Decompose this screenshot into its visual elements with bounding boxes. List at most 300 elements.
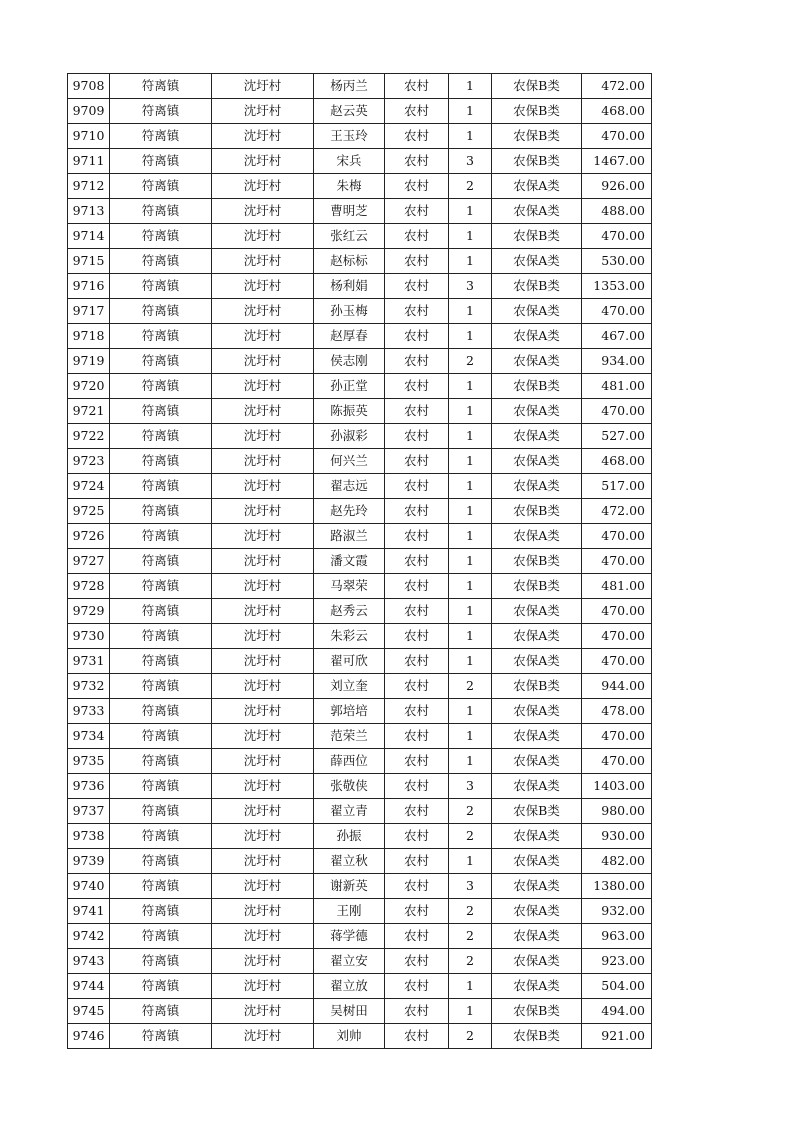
cell-town: 符离镇 <box>110 174 212 199</box>
cell-type: 农村 <box>385 624 449 649</box>
cell-count: 3 <box>449 874 492 899</box>
cell-amount: 468.00 <box>582 99 652 124</box>
cell-id: 9742 <box>68 924 110 949</box>
cell-category: 农保B类 <box>492 374 582 399</box>
cell-id: 9735 <box>68 749 110 774</box>
cell-name: 侯志刚 <box>314 349 385 374</box>
cell-id: 9745 <box>68 999 110 1024</box>
table-row <box>68 849 652 874</box>
cell-name: 郭培培 <box>314 699 385 724</box>
cell-category: 农保A类 <box>492 749 582 774</box>
cell-id: 9738 <box>68 824 110 849</box>
table-row <box>68 199 652 224</box>
table-row <box>68 474 652 499</box>
cell-id: 9714 <box>68 224 110 249</box>
cell-category: 农保A类 <box>492 399 582 424</box>
cell-amount: 930.00 <box>582 824 652 849</box>
cell-count: 1 <box>449 249 492 274</box>
cell-count: 1 <box>449 199 492 224</box>
table-row <box>68 349 652 374</box>
cell-id: 9732 <box>68 674 110 699</box>
cell-category: 农保B类 <box>492 99 582 124</box>
cell-id: 9723 <box>68 449 110 474</box>
cell-name: 赵先玲 <box>314 499 385 524</box>
cell-type: 农村 <box>385 899 449 924</box>
cell-amount: 517.00 <box>582 474 652 499</box>
cell-amount: 944.00 <box>582 674 652 699</box>
cell-type: 农村 <box>385 724 449 749</box>
cell-village: 沈圩村 <box>212 199 314 224</box>
cell-category: 农保B类 <box>492 999 582 1024</box>
cell-id: 9722 <box>68 424 110 449</box>
cell-village: 沈圩村 <box>212 474 314 499</box>
cell-village: 沈圩村 <box>212 74 314 99</box>
cell-name: 翟可欣 <box>314 649 385 674</box>
cell-amount: 1353.00 <box>582 274 652 299</box>
table-row <box>68 824 652 849</box>
cell-count: 2 <box>449 174 492 199</box>
cell-town: 符离镇 <box>110 699 212 724</box>
cell-category: 农保A类 <box>492 524 582 549</box>
benefit-table <box>67 73 652 1049</box>
cell-type: 农村 <box>385 224 449 249</box>
cell-count: 1 <box>449 324 492 349</box>
cell-town: 符离镇 <box>110 149 212 174</box>
cell-town: 符离镇 <box>110 349 212 374</box>
cell-name: 孙玉梅 <box>314 299 385 324</box>
cell-id: 9736 <box>68 774 110 799</box>
cell-amount: 482.00 <box>582 849 652 874</box>
cell-type: 农村 <box>385 399 449 424</box>
cell-amount: 934.00 <box>582 349 652 374</box>
cell-id: 9726 <box>68 524 110 549</box>
cell-amount: 470.00 <box>582 724 652 749</box>
cell-count: 2 <box>449 824 492 849</box>
cell-village: 沈圩村 <box>212 299 314 324</box>
cell-count: 1 <box>449 224 492 249</box>
cell-id: 9733 <box>68 699 110 724</box>
table-row <box>68 774 652 799</box>
cell-type: 农村 <box>385 749 449 774</box>
cell-count: 1 <box>449 649 492 674</box>
cell-type: 农村 <box>385 349 449 374</box>
cell-type: 农村 <box>385 174 449 199</box>
cell-category: 农保B类 <box>492 124 582 149</box>
table-row <box>68 174 652 199</box>
table-row <box>68 124 652 149</box>
cell-name: 王刚 <box>314 899 385 924</box>
cell-id: 9709 <box>68 99 110 124</box>
cell-village: 沈圩村 <box>212 524 314 549</box>
cell-village: 沈圩村 <box>212 799 314 824</box>
cell-town: 符离镇 <box>110 799 212 824</box>
cell-amount: 470.00 <box>582 599 652 624</box>
cell-village: 沈圩村 <box>212 649 314 674</box>
cell-amount: 488.00 <box>582 199 652 224</box>
cell-name: 曹明芝 <box>314 199 385 224</box>
cell-id: 9716 <box>68 274 110 299</box>
cell-village: 沈圩村 <box>212 749 314 774</box>
cell-type: 农村 <box>385 974 449 999</box>
cell-village: 沈圩村 <box>212 249 314 274</box>
cell-amount: 470.00 <box>582 299 652 324</box>
cell-count: 1 <box>449 299 492 324</box>
cell-type: 农村 <box>385 524 449 549</box>
cell-count: 1 <box>449 549 492 574</box>
cell-category: 农保A类 <box>492 899 582 924</box>
cell-village: 沈圩村 <box>212 324 314 349</box>
cell-count: 1 <box>449 574 492 599</box>
cell-category: 农保B类 <box>492 674 582 699</box>
cell-town: 符离镇 <box>110 774 212 799</box>
cell-town: 符离镇 <box>110 999 212 1024</box>
cell-village: 沈圩村 <box>212 424 314 449</box>
cell-name: 刘立奎 <box>314 674 385 699</box>
cell-category: 农保A类 <box>492 824 582 849</box>
cell-type: 农村 <box>385 649 449 674</box>
table-row <box>68 1024 652 1049</box>
cell-amount: 530.00 <box>582 249 652 274</box>
cell-category: 农保B类 <box>492 499 582 524</box>
cell-count: 2 <box>449 1024 492 1049</box>
cell-id: 9719 <box>68 349 110 374</box>
cell-amount: 1380.00 <box>582 874 652 899</box>
cell-id: 9721 <box>68 399 110 424</box>
cell-type: 农村 <box>385 499 449 524</box>
cell-town: 符离镇 <box>110 899 212 924</box>
cell-village: 沈圩村 <box>212 149 314 174</box>
table-row <box>68 899 652 924</box>
cell-town: 符离镇 <box>110 674 212 699</box>
cell-count: 2 <box>449 674 492 699</box>
cell-type: 农村 <box>385 949 449 974</box>
cell-town: 符离镇 <box>110 324 212 349</box>
cell-category: 农保B类 <box>492 74 582 99</box>
cell-town: 符离镇 <box>110 549 212 574</box>
cell-type: 农村 <box>385 149 449 174</box>
cell-count: 2 <box>449 899 492 924</box>
table-row <box>68 699 652 724</box>
cell-name: 孙振 <box>314 824 385 849</box>
cell-category: 农保A类 <box>492 174 582 199</box>
table-row <box>68 674 652 699</box>
table-row <box>68 399 652 424</box>
cell-name: 杨丙兰 <box>314 74 385 99</box>
cell-name: 吴树田 <box>314 999 385 1024</box>
cell-id: 9743 <box>68 949 110 974</box>
cell-type: 农村 <box>385 599 449 624</box>
cell-type: 农村 <box>385 274 449 299</box>
cell-town: 符离镇 <box>110 124 212 149</box>
cell-id: 9740 <box>68 874 110 899</box>
cell-category: 农保A类 <box>492 974 582 999</box>
cell-name: 陈振英 <box>314 399 385 424</box>
cell-count: 1 <box>449 449 492 474</box>
cell-id: 9744 <box>68 974 110 999</box>
cell-type: 农村 <box>385 249 449 274</box>
cell-amount: 932.00 <box>582 899 652 924</box>
cell-town: 符离镇 <box>110 449 212 474</box>
cell-amount: 467.00 <box>582 324 652 349</box>
cell-name: 薛西位 <box>314 749 385 774</box>
cell-count: 1 <box>449 974 492 999</box>
cell-id: 9710 <box>68 124 110 149</box>
cell-amount: 478.00 <box>582 699 652 724</box>
cell-name: 宋兵 <box>314 149 385 174</box>
cell-village: 沈圩村 <box>212 1024 314 1049</box>
cell-category: 农保A类 <box>492 774 582 799</box>
cell-amount: 470.00 <box>582 224 652 249</box>
cell-town: 符离镇 <box>110 574 212 599</box>
cell-category: 农保B类 <box>492 549 582 574</box>
cell-count: 1 <box>449 599 492 624</box>
cell-count: 1 <box>449 749 492 774</box>
cell-type: 农村 <box>385 99 449 124</box>
cell-village: 沈圩村 <box>212 999 314 1024</box>
cell-count: 3 <box>449 774 492 799</box>
cell-village: 沈圩村 <box>212 724 314 749</box>
cell-count: 1 <box>449 374 492 399</box>
cell-type: 农村 <box>385 74 449 99</box>
cell-name: 王玉玲 <box>314 124 385 149</box>
cell-count: 1 <box>449 699 492 724</box>
cell-name: 马翠荣 <box>314 574 385 599</box>
cell-village: 沈圩村 <box>212 949 314 974</box>
cell-category: 农保A类 <box>492 474 582 499</box>
cell-name: 翟立青 <box>314 799 385 824</box>
table-row <box>68 574 652 599</box>
cell-id: 9727 <box>68 549 110 574</box>
cell-type: 农村 <box>385 999 449 1024</box>
cell-type: 农村 <box>385 1024 449 1049</box>
cell-town: 符离镇 <box>110 374 212 399</box>
cell-category: 农保B类 <box>492 574 582 599</box>
cell-town: 符离镇 <box>110 274 212 299</box>
cell-category: 农保B类 <box>492 274 582 299</box>
cell-count: 1 <box>449 999 492 1024</box>
cell-village: 沈圩村 <box>212 399 314 424</box>
cell-town: 符离镇 <box>110 74 212 99</box>
cell-village: 沈圩村 <box>212 674 314 699</box>
cell-id: 9746 <box>68 1024 110 1049</box>
cell-category: 农保A类 <box>492 349 582 374</box>
cell-amount: 921.00 <box>582 1024 652 1049</box>
cell-village: 沈圩村 <box>212 874 314 899</box>
cell-town: 符离镇 <box>110 424 212 449</box>
cell-category: 农保A类 <box>492 724 582 749</box>
cell-village: 沈圩村 <box>212 974 314 999</box>
cell-type: 农村 <box>385 574 449 599</box>
cell-category: 农保A类 <box>492 924 582 949</box>
cell-type: 农村 <box>385 324 449 349</box>
cell-village: 沈圩村 <box>212 899 314 924</box>
cell-id: 9724 <box>68 474 110 499</box>
cell-name: 朱彩云 <box>314 624 385 649</box>
cell-village: 沈圩村 <box>212 124 314 149</box>
cell-amount: 468.00 <box>582 449 652 474</box>
cell-village: 沈圩村 <box>212 824 314 849</box>
cell-amount: 1403.00 <box>582 774 652 799</box>
cell-town: 符离镇 <box>110 599 212 624</box>
cell-count: 2 <box>449 924 492 949</box>
cell-amount: 470.00 <box>582 749 652 774</box>
cell-amount: 470.00 <box>582 399 652 424</box>
cell-village: 沈圩村 <box>212 574 314 599</box>
cell-type: 农村 <box>385 199 449 224</box>
cell-town: 符离镇 <box>110 1024 212 1049</box>
cell-type: 农村 <box>385 824 449 849</box>
table-row <box>68 149 652 174</box>
cell-village: 沈圩村 <box>212 699 314 724</box>
cell-type: 农村 <box>385 924 449 949</box>
cell-town: 符离镇 <box>110 649 212 674</box>
table-row <box>68 249 652 274</box>
cell-category: 农保A类 <box>492 449 582 474</box>
table-row <box>68 549 652 574</box>
cell-village: 沈圩村 <box>212 99 314 124</box>
cell-category: 农保A类 <box>492 599 582 624</box>
cell-amount: 481.00 <box>582 374 652 399</box>
cell-name: 翟立安 <box>314 949 385 974</box>
cell-count: 1 <box>449 724 492 749</box>
cell-count: 1 <box>449 424 492 449</box>
cell-id: 9728 <box>68 574 110 599</box>
cell-type: 农村 <box>385 549 449 574</box>
cell-count: 1 <box>449 124 492 149</box>
table-row <box>68 299 652 324</box>
cell-town: 符离镇 <box>110 624 212 649</box>
cell-name: 何兴兰 <box>314 449 385 474</box>
cell-name: 路淑兰 <box>314 524 385 549</box>
cell-name: 孙正堂 <box>314 374 385 399</box>
cell-village: 沈圩村 <box>212 599 314 624</box>
cell-type: 农村 <box>385 774 449 799</box>
cell-count: 1 <box>449 99 492 124</box>
table-body <box>68 74 652 1049</box>
cell-town: 符离镇 <box>110 824 212 849</box>
cell-name: 翟志远 <box>314 474 385 499</box>
cell-town: 符离镇 <box>110 499 212 524</box>
cell-village: 沈圩村 <box>212 174 314 199</box>
table-row <box>68 874 652 899</box>
cell-town: 符离镇 <box>110 524 212 549</box>
table-row <box>68 224 652 249</box>
cell-category: 农保A类 <box>492 949 582 974</box>
cell-category: 农保A类 <box>492 424 582 449</box>
cell-town: 符离镇 <box>110 399 212 424</box>
cell-village: 沈圩村 <box>212 549 314 574</box>
cell-count: 1 <box>449 624 492 649</box>
cell-id: 9718 <box>68 324 110 349</box>
cell-village: 沈圩村 <box>212 499 314 524</box>
cell-town: 符离镇 <box>110 949 212 974</box>
cell-amount: 481.00 <box>582 574 652 599</box>
table-row <box>68 924 652 949</box>
table-row <box>68 949 652 974</box>
cell-name: 刘帅 <box>314 1024 385 1049</box>
cell-amount: 963.00 <box>582 924 652 949</box>
cell-count: 2 <box>449 949 492 974</box>
cell-amount: 504.00 <box>582 974 652 999</box>
cell-village: 沈圩村 <box>212 624 314 649</box>
cell-id: 9712 <box>68 174 110 199</box>
cell-name: 朱梅 <box>314 174 385 199</box>
cell-village: 沈圩村 <box>212 449 314 474</box>
cell-count: 2 <box>449 349 492 374</box>
cell-type: 农村 <box>385 849 449 874</box>
cell-village: 沈圩村 <box>212 774 314 799</box>
cell-category: 农保B类 <box>492 224 582 249</box>
cell-category: 农保A类 <box>492 324 582 349</box>
cell-type: 农村 <box>385 799 449 824</box>
cell-village: 沈圩村 <box>212 849 314 874</box>
cell-amount: 472.00 <box>582 74 652 99</box>
cell-name: 谢新英 <box>314 874 385 899</box>
cell-count: 1 <box>449 74 492 99</box>
cell-name: 蒋学德 <box>314 924 385 949</box>
cell-town: 符离镇 <box>110 474 212 499</box>
cell-amount: 470.00 <box>582 649 652 674</box>
cell-id: 9717 <box>68 299 110 324</box>
cell-id: 9720 <box>68 374 110 399</box>
cell-type: 农村 <box>385 874 449 899</box>
cell-town: 符离镇 <box>110 199 212 224</box>
cell-type: 农村 <box>385 424 449 449</box>
cell-amount: 470.00 <box>582 624 652 649</box>
cell-amount: 470.00 <box>582 124 652 149</box>
cell-name: 潘文霞 <box>314 549 385 574</box>
cell-category: 农保A类 <box>492 699 582 724</box>
cell-town: 符离镇 <box>110 99 212 124</box>
cell-amount: 472.00 <box>582 499 652 524</box>
table-row <box>68 524 652 549</box>
table-row <box>68 599 652 624</box>
cell-id: 9711 <box>68 149 110 174</box>
cell-village: 沈圩村 <box>212 924 314 949</box>
cell-amount: 494.00 <box>582 999 652 1024</box>
cell-category: 农保A类 <box>492 624 582 649</box>
table-row <box>68 499 652 524</box>
cell-town: 符离镇 <box>110 299 212 324</box>
cell-type: 农村 <box>385 674 449 699</box>
cell-id: 9730 <box>68 624 110 649</box>
cell-id: 9734 <box>68 724 110 749</box>
cell-type: 农村 <box>385 474 449 499</box>
table-row <box>68 424 652 449</box>
table-row <box>68 374 652 399</box>
cell-name: 赵秀云 <box>314 599 385 624</box>
cell-category: 农保A类 <box>492 249 582 274</box>
cell-town: 符离镇 <box>110 974 212 999</box>
cell-category: 农保A类 <box>492 874 582 899</box>
cell-name: 张敬侠 <box>314 774 385 799</box>
cell-count: 1 <box>449 524 492 549</box>
cell-type: 农村 <box>385 699 449 724</box>
cell-amount: 527.00 <box>582 424 652 449</box>
cell-count: 1 <box>449 474 492 499</box>
cell-town: 符离镇 <box>110 874 212 899</box>
cell-town: 符离镇 <box>110 924 212 949</box>
cell-type: 农村 <box>385 449 449 474</box>
cell-type: 农村 <box>385 299 449 324</box>
table-row <box>68 799 652 824</box>
cell-village: 沈圩村 <box>212 224 314 249</box>
cell-id: 9729 <box>68 599 110 624</box>
table-row <box>68 274 652 299</box>
table-row <box>68 999 652 1024</box>
cell-id: 9715 <box>68 249 110 274</box>
cell-count: 1 <box>449 399 492 424</box>
